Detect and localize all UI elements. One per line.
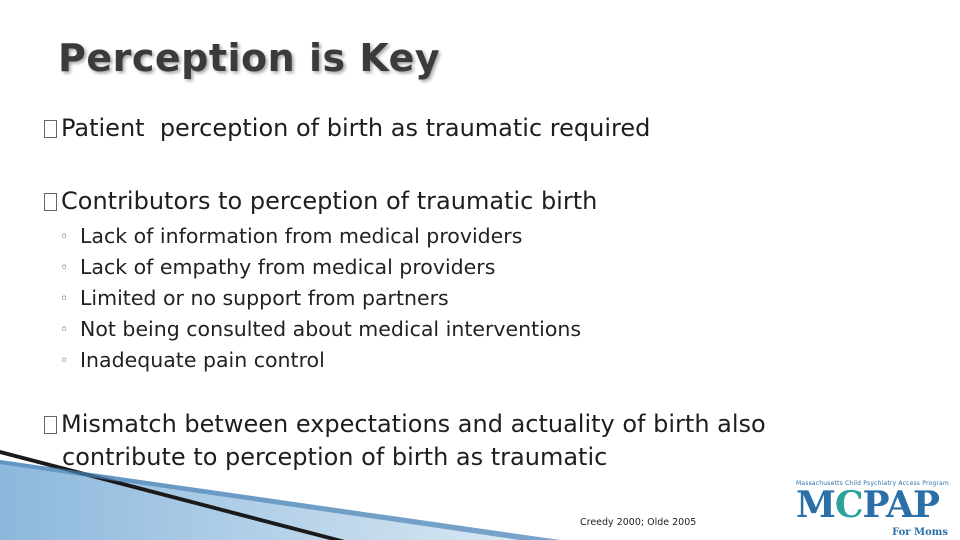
- sub-bullet-2: ◦ Lack of empathy from medical providers: [60, 255, 496, 279]
- logo-tagline: Massachusetts Child Psychiatry Access Program: [796, 480, 949, 487]
- ring-bullet-icon: ◦: [60, 291, 69, 307]
- bullet-1-text: Patient perception of birth as traumatic required: [61, 114, 651, 142]
- sub-bullet-3: ◦ Limited or no support from partners: [60, 286, 449, 310]
- sub-bullet-4: ◦ Not being consulted about medical interventions: [60, 317, 582, 341]
- ring-bullet-icon: ◦: [60, 322, 69, 338]
- bullet-2-text: Contributors to perception of traumatic birth: [61, 187, 598, 215]
- logo-subtitle: For Moms: [892, 527, 948, 538]
- bullet-box-icon: [44, 193, 57, 211]
- bullet-box-icon: [44, 120, 57, 138]
- decorative-swoosh: [0, 440, 600, 540]
- sub-bullet-5: ◦ Inadequate pain control: [60, 348, 325, 372]
- bullet-3: [44, 410, 766, 438]
- bullet-1: [44, 114, 650, 142]
- ring-bullet-icon: ◦: [60, 229, 69, 245]
- bullet-2: [44, 187, 597, 215]
- citation: Creedy 2000; Olde 2005: [580, 517, 697, 528]
- bullet-box-icon: [44, 416, 57, 434]
- bullet-3-text: Mismatch between expectations and actuality of birth also: [61, 410, 766, 438]
- slide-title: Perception is Key: [58, 36, 441, 80]
- ring-bullet-icon: ◦: [60, 260, 69, 276]
- mcpap-logo: [796, 480, 956, 538]
- logo-wordmark: MCPAP: [796, 484, 939, 526]
- bullet-3-line-2: contribute to perception of birth as traumatic: [62, 443, 608, 471]
- sub-bullet-1: ◦ Lack of information from medical providers: [60, 224, 523, 248]
- ring-bullet-icon: ◦: [60, 353, 69, 369]
